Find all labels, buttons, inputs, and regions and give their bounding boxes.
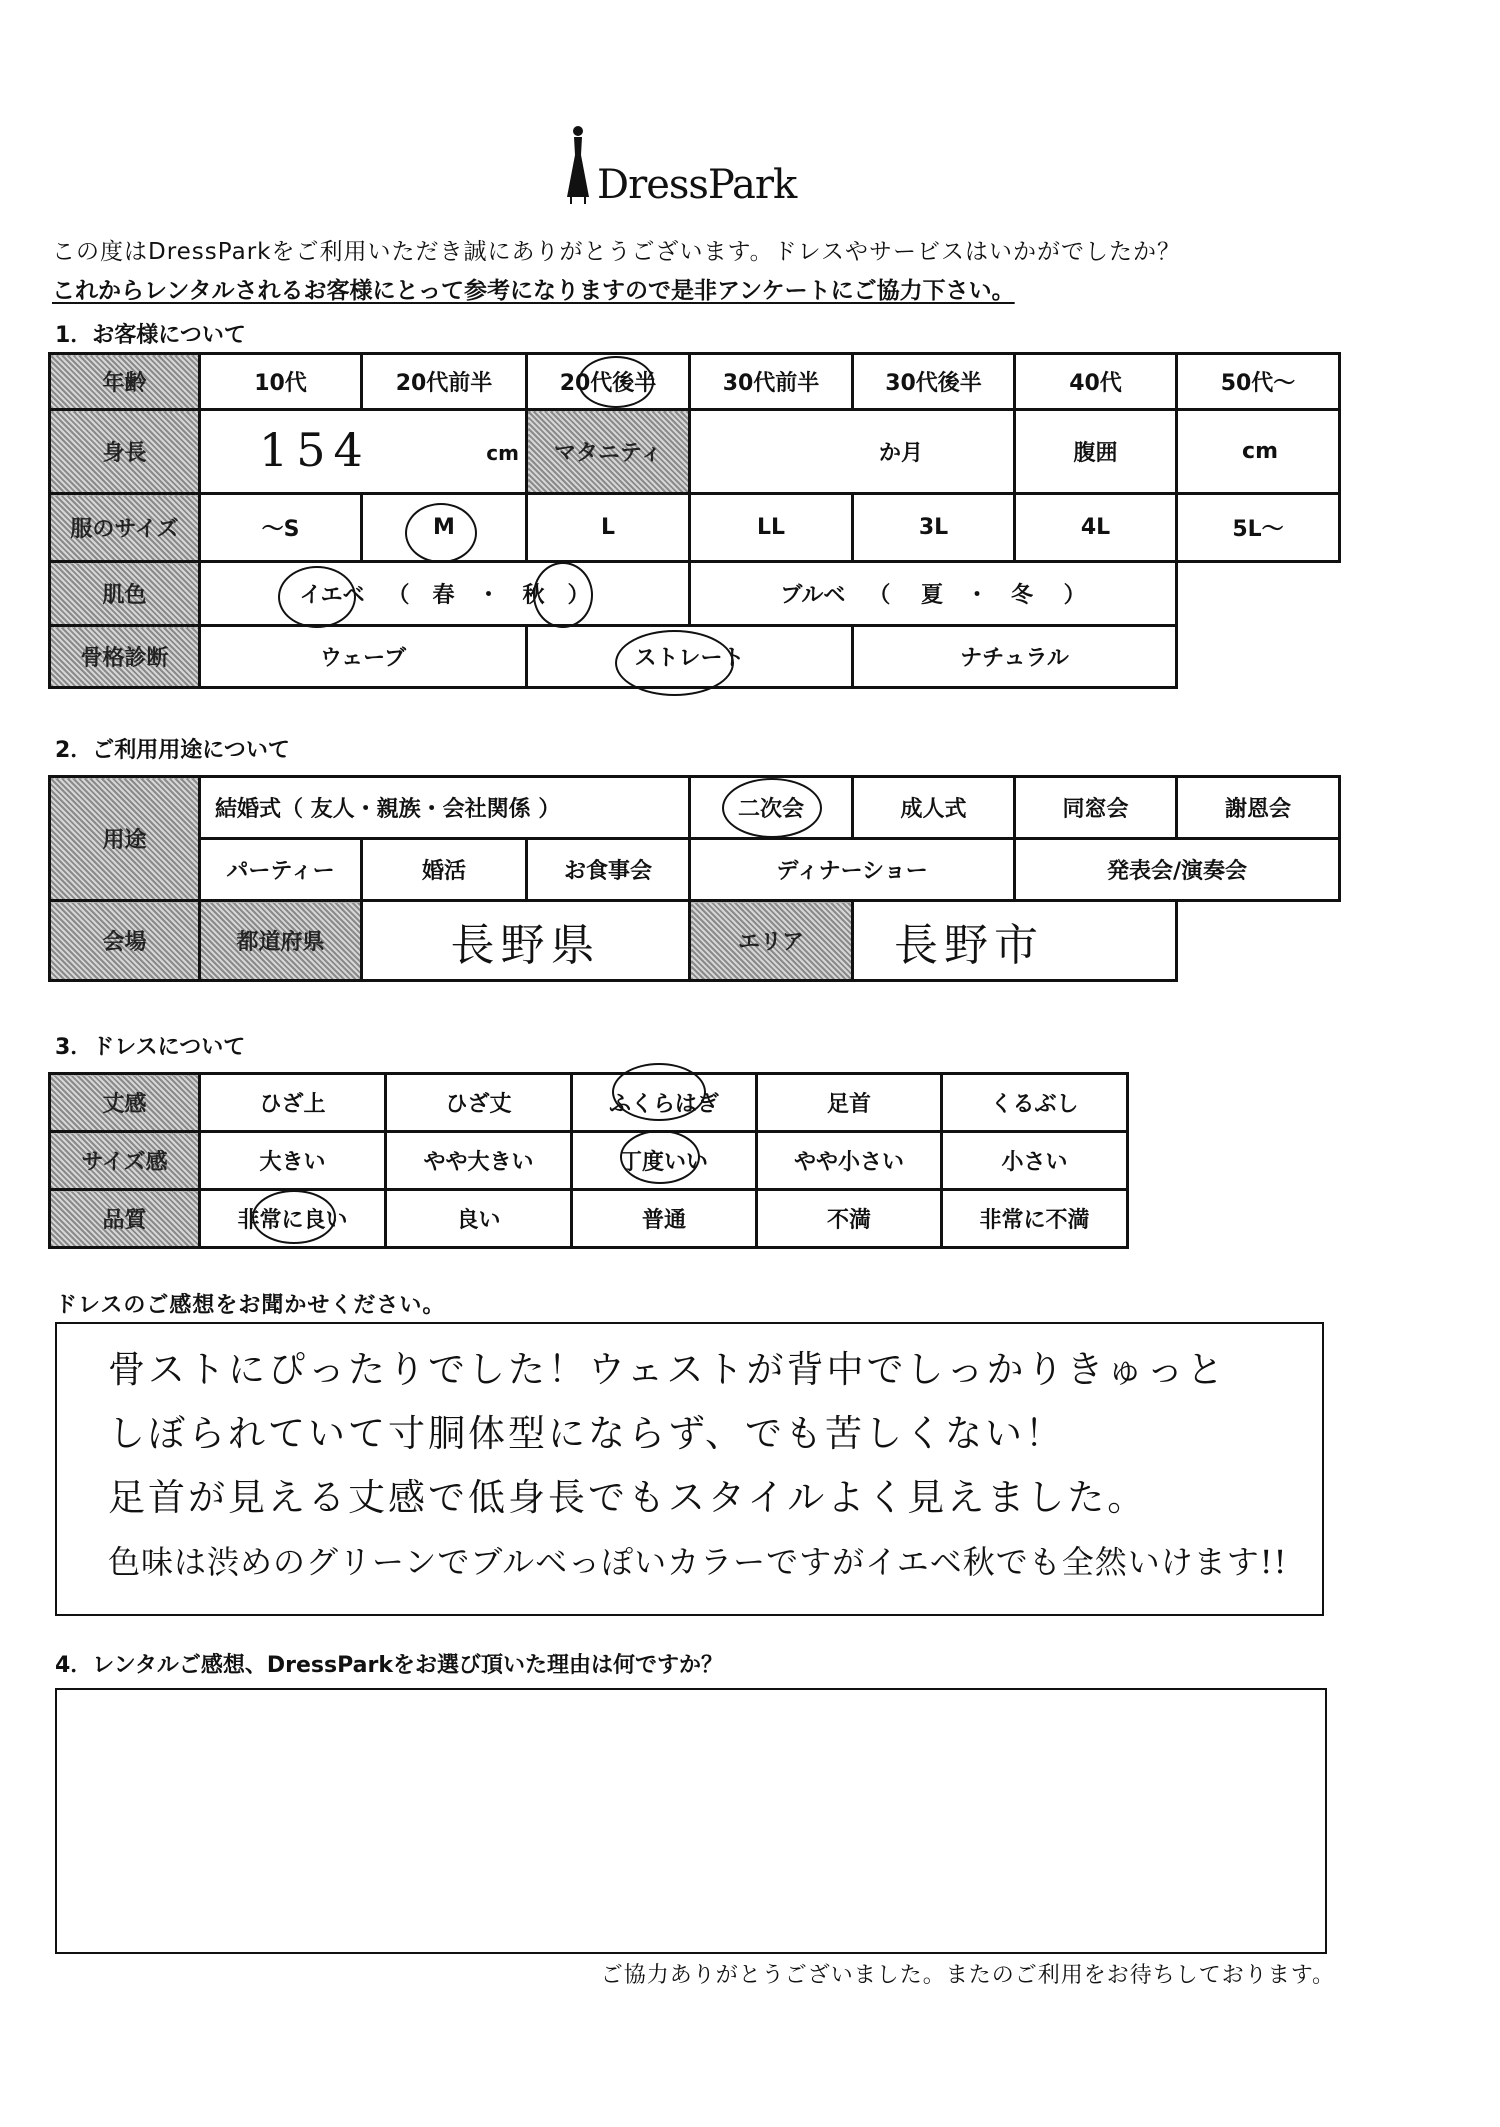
blue-base-label: ブルベ: [780, 583, 846, 608]
waist-label: 腹囲: [1015, 410, 1177, 494]
age-option[interactable]: 10代: [200, 354, 362, 410]
footer-thanks: ご協力ありがとうございました。またのご利用をお待ちしております。: [600, 1963, 1335, 1988]
fit-option[interactable]: 丁度いい: [572, 1132, 757, 1190]
length-option[interactable]: 足首: [757, 1074, 942, 1132]
fit-selection-circle: [620, 1130, 700, 1184]
yellow-base-label: イエベ: [299, 583, 365, 608]
purpose-selection-circle: [722, 778, 822, 838]
purpose-option[interactable]: 同窓会: [1015, 777, 1177, 839]
size-option[interactable]: LL: [690, 494, 853, 562]
area-field[interactable]: [853, 901, 1177, 981]
purpose-row-1: [50, 777, 1340, 839]
prefecture-label: 都道府県: [200, 901, 362, 981]
skin-label: 肌色: [50, 562, 200, 626]
frame-option[interactable]: ナチュラル: [853, 626, 1177, 688]
length-option[interactable]: ひざ丈: [386, 1074, 572, 1132]
quality-label: 品質: [50, 1190, 200, 1248]
size-option[interactable]: 3L: [853, 494, 1015, 562]
fit-row: [50, 1132, 1128, 1190]
skin-row: [50, 562, 1340, 626]
blue-base-option[interactable]: ブルベ （ 夏 ・ 冬 ）: [690, 562, 1177, 626]
age-option[interactable]: 30代後半: [853, 354, 1015, 410]
spring-label: 春: [432, 583, 455, 608]
dresspark-logo: [565, 125, 797, 208]
quality-option[interactable]: 普通: [572, 1190, 757, 1248]
intro-line-2: これからレンタルされるお客様にとって参考になりますので是非アンケートにご協力下さい。: [52, 278, 1015, 304]
waist-unit: cm: [1242, 439, 1278, 464]
fit-option[interactable]: やや大きい: [386, 1132, 572, 1190]
quality-option[interactable]: 非常に良い: [200, 1190, 386, 1248]
dress-icon: [565, 125, 591, 205]
dress-table: [48, 1072, 1129, 1249]
comment-text: [108, 1338, 1328, 1594]
purpose-option[interactable]: 謝恩会: [1177, 777, 1340, 839]
section2-title: 2．ご利用用途について: [55, 738, 290, 763]
purpose-table: [48, 775, 1341, 982]
length-option[interactable]: ひざ上: [200, 1074, 386, 1132]
skin-season-selection-circle: [533, 562, 593, 628]
frame-option[interactable]: ウェーブ: [200, 626, 527, 688]
size-row: [50, 494, 1340, 562]
length-row: [50, 1074, 1128, 1132]
length-label: 丈感: [50, 1074, 200, 1132]
quality-row: [50, 1190, 1128, 1248]
size-option[interactable]: 4L: [1015, 494, 1177, 562]
purpose-row-2: [50, 839, 1340, 901]
height-label: 身長: [50, 410, 200, 494]
intro-line-1: この度はDressParkをご利用いただき誠にありがとうございます。ドレスやサービスはいかがでしたか？: [52, 239, 1181, 265]
section1-title: 1．お客様について: [55, 323, 246, 348]
frame-label: 骨格診断: [50, 626, 200, 688]
purpose-option[interactable]: ディナーショー: [690, 839, 1015, 901]
purpose-option[interactable]: 成人式: [853, 777, 1015, 839]
waist-field[interactable]: [1177, 410, 1340, 494]
purpose-option[interactable]: 発表会/演奏会: [1015, 839, 1340, 901]
maternity-label: マタニティ: [527, 410, 690, 494]
purpose-label: 用途: [50, 777, 200, 901]
purpose-option[interactable]: パーティー: [200, 839, 362, 901]
purpose-option[interactable]: 二次会: [690, 777, 853, 839]
length-selection-circle: [612, 1063, 706, 1121]
empty-cell: [1177, 901, 1340, 981]
section4-title: 4．レンタルご感想、DressParkをお選び頂いた理由は何ですか？: [55, 1653, 723, 1678]
frame-option[interactable]: ストレート: [527, 626, 853, 688]
fit-option[interactable]: 大きい: [200, 1132, 386, 1190]
fit-option[interactable]: 小さい: [942, 1132, 1128, 1190]
skin-base-selection-circle: [278, 566, 356, 628]
comment-line: 骨ストにぴったりでした！ウェストが背中でしっかりきゅっと: [108, 1348, 1227, 1391]
empty-cell: [1177, 562, 1340, 626]
height-unit: cm: [486, 441, 519, 465]
length-option[interactable]: ふくらはぎ: [572, 1074, 757, 1132]
size-option[interactable]: M: [362, 494, 527, 562]
quality-option[interactable]: 不満: [757, 1190, 942, 1248]
size-option[interactable]: 5L～: [1177, 494, 1340, 562]
venue-row: [50, 901, 1340, 981]
wedding-option[interactable]: 結婚式（ 友人・親族・会社関係 ）: [200, 777, 690, 839]
empty-cell: [1177, 626, 1340, 688]
height-row: [50, 410, 1340, 494]
venue-label: 会場: [50, 901, 200, 981]
age-label: 年齢: [50, 354, 200, 410]
frame-selection-circle: [615, 630, 734, 696]
purpose-option[interactable]: お食事会: [527, 839, 690, 901]
maternity-months-field[interactable]: [690, 410, 1015, 494]
section3-title: 3．ドレスについて: [55, 1035, 246, 1060]
yellow-base-option[interactable]: イエベ （ 春 ・ 秋 ）: [200, 562, 690, 626]
age-option[interactable]: 30代前半: [690, 354, 853, 410]
age-selection-circle: [578, 356, 654, 408]
fit-option[interactable]: やや小さい: [757, 1132, 942, 1190]
rental-feedback-box[interactable]: [55, 1688, 1327, 1954]
summer-label: 夏: [921, 583, 944, 608]
length-option[interactable]: くるぶし: [942, 1074, 1128, 1132]
comment-prompt: ドレスのご感想をお聞かせください。: [55, 1293, 446, 1318]
months-unit: か月: [878, 441, 923, 466]
prefecture-field[interactable]: [362, 901, 690, 981]
autumn-label: 秋: [522, 583, 545, 608]
fit-label: サイズ感: [50, 1132, 200, 1190]
winter-label: 冬: [1011, 583, 1034, 608]
size-option[interactable]: ～S: [200, 494, 362, 562]
age-option[interactable]: 20代前半: [362, 354, 527, 410]
area-label: エリア: [690, 901, 853, 981]
age-option[interactable]: 50代～: [1177, 354, 1340, 410]
comment-line: 色味は渋めのグリーンでブルベっぽいカラーですがイエベ秋でも全然いけます!!: [108, 1543, 1288, 1581]
comment-line: 足首が見える丈感で低身長でもスタイルよく見えました。: [108, 1476, 1148, 1519]
quality-option[interactable]: 良い: [386, 1190, 572, 1248]
age-option[interactable]: 20代後半: [527, 354, 690, 410]
purpose-option[interactable]: 婚活: [362, 839, 527, 901]
age-option[interactable]: 40代: [1015, 354, 1177, 410]
height-value: 154: [259, 423, 371, 477]
prefecture-value: 長野県: [450, 919, 601, 971]
size-option[interactable]: L: [527, 494, 690, 562]
area-value: 長野市: [894, 919, 1045, 971]
size-selection-circle: [405, 503, 477, 563]
age-row: [50, 354, 1340, 410]
quality-selection-circle: [252, 1190, 336, 1244]
size-label: 服のサイズ: [50, 494, 200, 562]
quality-option[interactable]: 非常に不満: [942, 1190, 1128, 1248]
comment-line: しぼられていて寸胴体型にならず、でも苦しくない！: [108, 1412, 1066, 1455]
logo-text: DressPark: [597, 162, 797, 208]
height-field[interactable]: [200, 410, 527, 494]
